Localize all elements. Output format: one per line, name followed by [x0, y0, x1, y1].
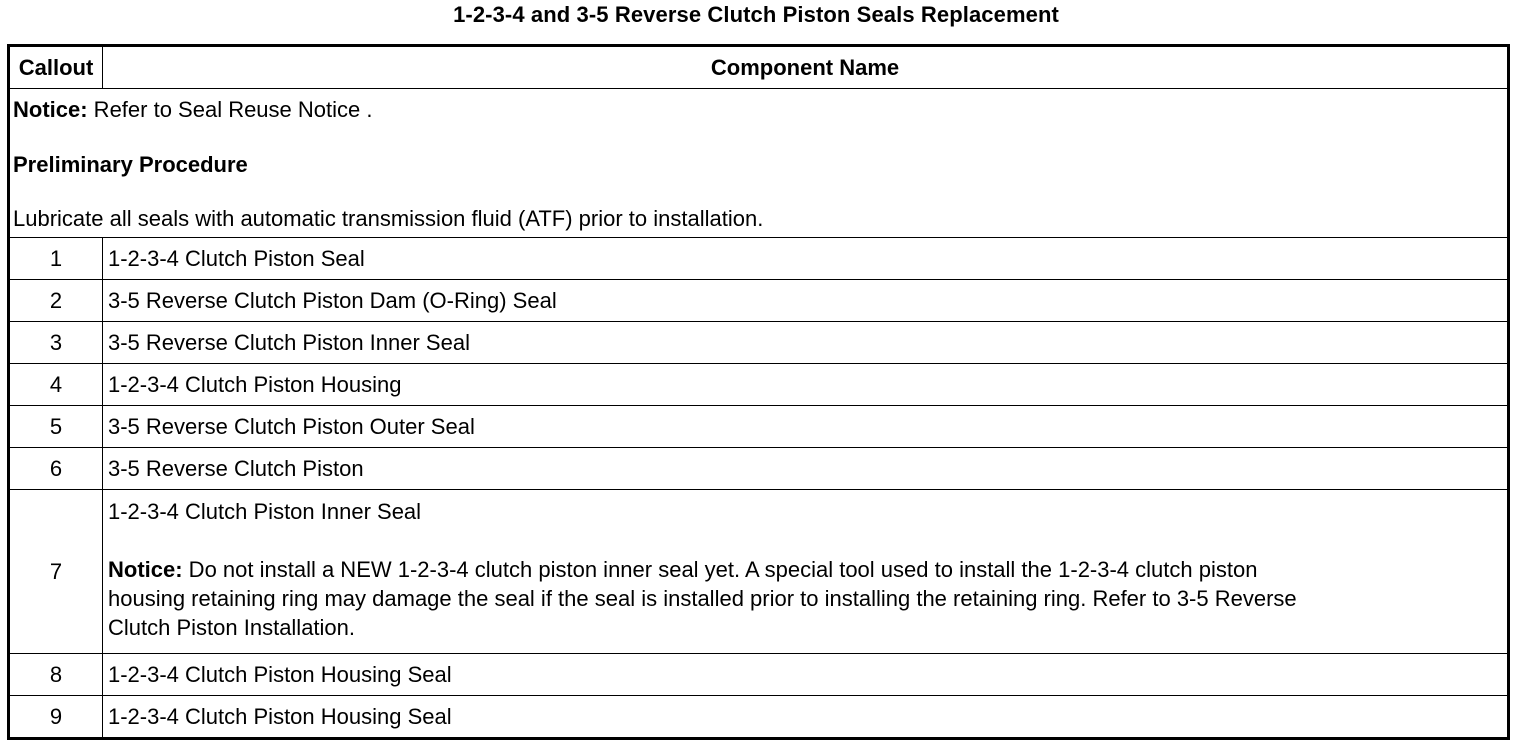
- table-row: [9, 364, 1509, 406]
- seal-reuse-notice: [13, 97, 1504, 123]
- component-name: 3-5 Reverse Clutch Piston Inner Seal: [103, 322, 1509, 364]
- component-name-column-header: Component Name: [103, 46, 1509, 89]
- callout-number: 8: [9, 654, 103, 696]
- component-name: 3-5 Reverse Clutch Piston: [103, 448, 1509, 490]
- table-row: [9, 696, 1509, 739]
- callout-number: 6: [9, 448, 103, 490]
- intro-cell: [9, 89, 1509, 238]
- table-header-row: [9, 46, 1509, 89]
- component-name: 1-2-3-4 Clutch Piston Housing Seal: [103, 654, 1509, 696]
- inner-seal-notice: [108, 555, 1502, 584]
- component-name: 1-2-3-4 Clutch Piston Seal: [103, 238, 1509, 280]
- table-row: [9, 322, 1509, 364]
- callout-number: 9: [9, 696, 103, 739]
- notice-label: Notice:: [13, 97, 88, 122]
- component-name: 1-2-3-4 Clutch Piston Inner Seal: [108, 499, 422, 524]
- page-title: 1-2-3-4 and 3-5 Reverse Clutch Piston Seals Replacement: [453, 2, 1059, 27]
- table-row: [9, 654, 1509, 696]
- intro-row: [9, 89, 1509, 238]
- callout-number: 3: [9, 322, 103, 364]
- parts-table: [7, 44, 1510, 740]
- table-row: [9, 406, 1509, 448]
- notice-label: Notice:: [108, 557, 183, 582]
- callout-number: 4: [9, 364, 103, 406]
- table-row: [9, 238, 1509, 280]
- component-name: 1-2-3-4 Clutch Piston Housing: [103, 364, 1509, 406]
- table-row: [9, 280, 1509, 322]
- callout-number: 1: [9, 238, 103, 280]
- notice-text: Refer to Seal Reuse Notice .: [87, 97, 373, 122]
- preliminary-procedure-heading: Preliminary Procedure: [13, 152, 248, 177]
- callout-number: 7: [9, 490, 103, 654]
- callout-number: 5: [9, 406, 103, 448]
- notice-text-line-1: Do not install a NEW 1-2-3-4 clutch piston inner seal yet. A special tool used to install the 1-2-3-4 clutch piston: [182, 557, 1258, 582]
- component-name: 3-5 Reverse Clutch Piston Dam (O-Ring) Seal: [103, 280, 1509, 322]
- component-name: 1-2-3-4 Clutch Piston Housing Seal: [103, 696, 1509, 739]
- component-name: 3-5 Reverse Clutch Piston Outer Seal: [103, 406, 1509, 448]
- spacer: [108, 526, 1502, 555]
- lubricate-instruction: Lubricate all seals with automatic transmission fluid (ATF) prior to installation.: [13, 206, 764, 231]
- callout-column-header: Callout: [9, 46, 103, 89]
- notice-text-line-2: housing retaining ring may damage the seal if the seal is installed prior to installing the retaining ring. Refer to 3-5 Reverse: [108, 586, 1297, 611]
- callout-number: 2: [9, 280, 103, 322]
- table-row: [9, 448, 1509, 490]
- component-description: [103, 490, 1509, 654]
- table-row: [9, 490, 1509, 654]
- notice-text-line-3: Clutch Piston Installation.: [108, 615, 356, 640]
